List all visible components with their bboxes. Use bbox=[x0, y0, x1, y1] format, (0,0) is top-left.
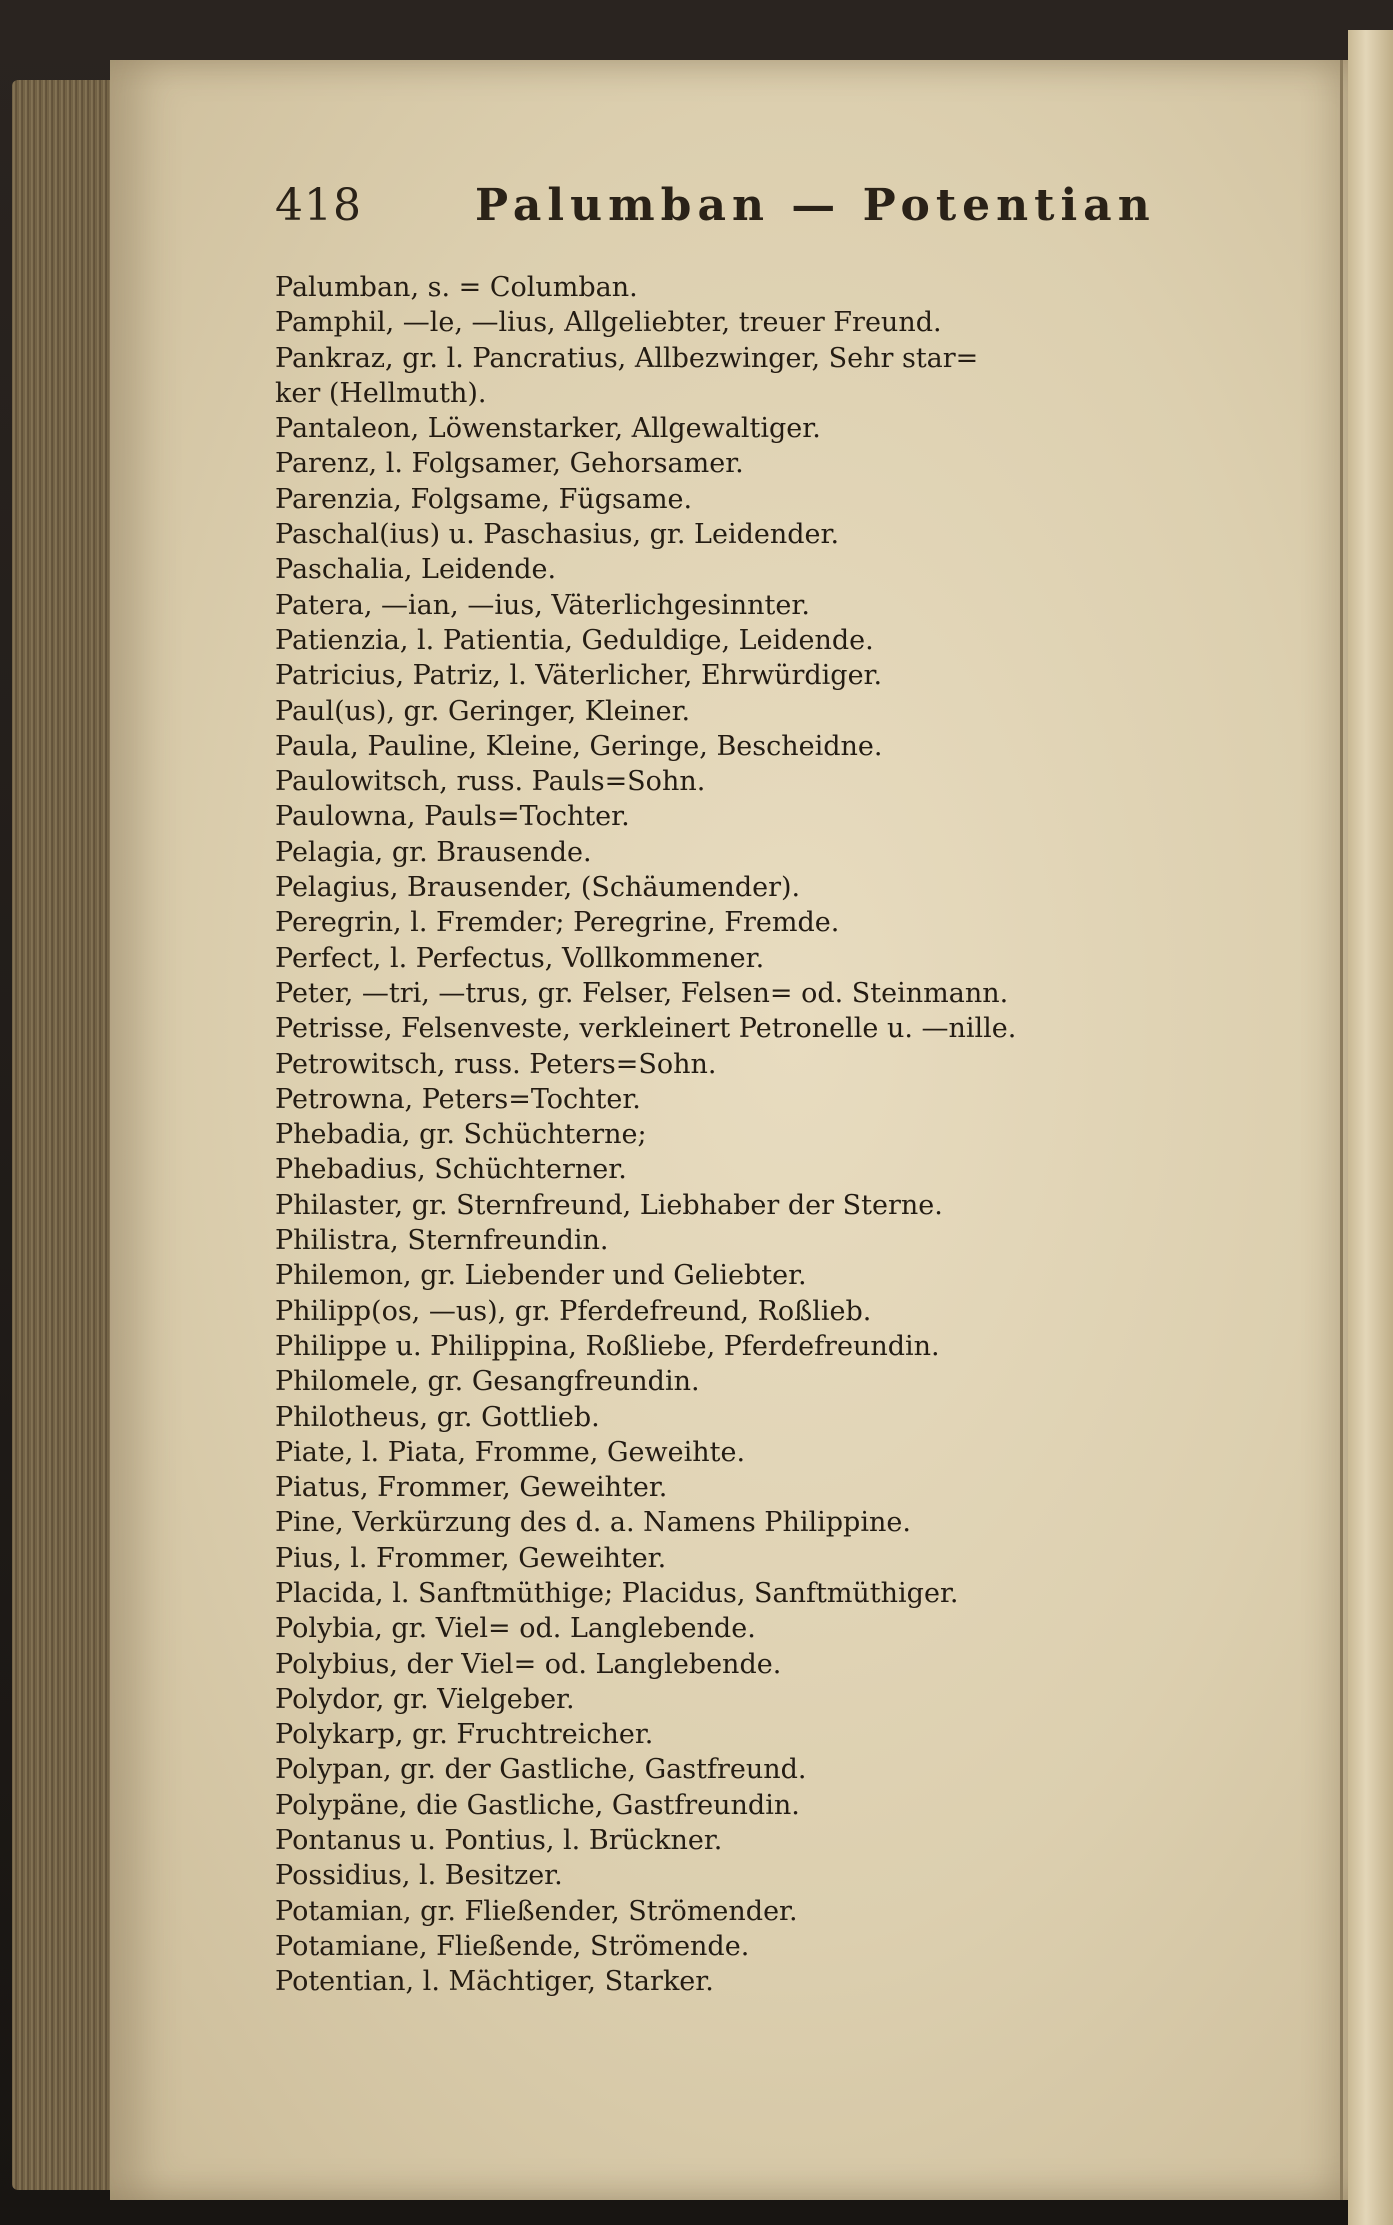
list-item: Pantaleon, Löwenstarker, Allgewaltiger. bbox=[275, 413, 821, 445]
list-item: Pankraz, gr. l. Pancratius, Allbezwinger, Sehr star= bbox=[275, 342, 979, 374]
list-item: Philaster, gr. Sternfreund, Liebhaber der Sterne. bbox=[275, 1189, 943, 1221]
list-item: Peter, —tri, —trus, gr. Felser, Felsen= od. Steinmann. bbox=[275, 977, 1009, 1009]
list-item: Petrisse, Felsenveste, verkleinert Petronelle u. —nille. bbox=[275, 1013, 1017, 1045]
gutter-line bbox=[1340, 60, 1343, 2200]
list-item: Perfect, l. Perfectus, Vollkommener. bbox=[275, 942, 765, 974]
list-item: Pontanus u. Pontius, l. Brückner. bbox=[275, 1825, 723, 1857]
name-entries-list bbox=[275, 270, 1275, 2000]
page-header bbox=[275, 180, 1156, 240]
list-item: Potentian, l. Mächtiger, Starker. bbox=[275, 1966, 714, 1998]
list-item: Parenz, l. Folgsamer, Gehorsamer. bbox=[275, 448, 744, 480]
list-item: Palumban, s. = Columban. bbox=[275, 272, 638, 303]
page-edges bbox=[12, 80, 112, 2190]
list-item: Polykarp, gr. Fruchtreicher. bbox=[275, 1719, 654, 1751]
list-item: Pamphil, —le, —lius, Allgeliebter, treuer Freund. bbox=[275, 307, 942, 339]
list-item: Pius, l. Frommer, Geweihter. bbox=[275, 1542, 667, 1574]
list-item: Paul(us), gr. Geringer, Kleiner. bbox=[275, 695, 691, 727]
list-item: Polypäne, die Gastliche, Gastfreundin. bbox=[275, 1789, 800, 1821]
page-number: 418 bbox=[275, 180, 362, 231]
list-item: Philemon, gr. Liebender und Geliebter. bbox=[275, 1260, 807, 1292]
list-item: Polybius, der Viel= od. Langlebende. bbox=[275, 1648, 782, 1680]
list-item: Patera, —ian, —ius, Väterlichgesinnter. bbox=[275, 589, 810, 621]
list-item: Philomele, gr. Gesangfreundin. bbox=[275, 1366, 700, 1398]
list-item: Patricius, Patriz, l. Väterlicher, Ehrwürdiger. bbox=[275, 660, 883, 692]
list-item: Pelagius, Brausender, (Schäumender). bbox=[275, 872, 801, 904]
list-item: Potamiane, Fließende, Strömende. bbox=[275, 1930, 750, 1962]
list-item: Petrowna, Peters=Tochter. bbox=[275, 1083, 641, 1115]
list-item: Polybia, gr. Viel= od. Langlebende. bbox=[275, 1613, 756, 1645]
list-item: ker (Hellmuth). bbox=[275, 377, 487, 409]
list-item: Patienzia, l. Patientia, Geduldige, Leidende. bbox=[275, 624, 874, 656]
list-item: Paschal(ius) u. Paschasius, gr. Leidender. bbox=[275, 519, 840, 551]
list-item: Parenzia, Folgsame, Fügsame. bbox=[275, 483, 693, 515]
list-item: Paschalia, Leidende. bbox=[275, 554, 557, 586]
list-item: Paula, Pauline, Kleine, Geringe, Bescheidne. bbox=[275, 730, 883, 762]
list-item: Piate, l. Piata, Fromme, Geweihte. bbox=[275, 1436, 746, 1468]
list-item: Paulowna, Pauls=Tochter. bbox=[275, 801, 630, 833]
facing-page-strip bbox=[1348, 30, 1393, 2225]
list-item: Potamian, gr. Fließender, Strömender. bbox=[275, 1895, 798, 1927]
list-item: Pelagia, gr. Brausende. bbox=[275, 836, 592, 868]
list-item: Polydor, gr. Vielgeber. bbox=[275, 1683, 575, 1715]
list-item: Polypan, gr. der Gastliche, Gastfreund. bbox=[275, 1754, 807, 1786]
list-item: Placida, l. Sanftmüthige; Placidus, Sanftmüthiger. bbox=[275, 1577, 959, 1609]
list-item: Phebadius, Schüchterner. bbox=[275, 1154, 627, 1186]
list-item: Petrowitsch, russ. Peters=Sohn. bbox=[275, 1048, 717, 1080]
list-item: Philipp(os, —us), gr. Pferdefreund, Roßlieb. bbox=[275, 1295, 872, 1327]
list-item: Piatus, Frommer, Geweihter. bbox=[275, 1472, 668, 1504]
list-item: Philippe u. Philippina, Roßliebe, Pferdefreundin. bbox=[275, 1330, 940, 1362]
running-title: Palumban — Potentian bbox=[475, 180, 1156, 231]
list-item: Peregrin, l. Fremder; Peregrine, Fremde. bbox=[275, 907, 840, 939]
list-item: Possidius, l. Besitzer. bbox=[275, 1860, 563, 1892]
list-item: Pine, Verkürzung des d. a. Namens Philippine. bbox=[275, 1507, 911, 1539]
list-item: Phebadia, gr. Schüchterne; bbox=[275, 1119, 647, 1151]
list-item: Philistra, Sternfreundin. bbox=[275, 1225, 609, 1257]
list-item: Paulowitsch, russ. Pauls=Sohn. bbox=[275, 766, 706, 798]
list-item: Philotheus, gr. Gottlieb. bbox=[275, 1401, 600, 1433]
